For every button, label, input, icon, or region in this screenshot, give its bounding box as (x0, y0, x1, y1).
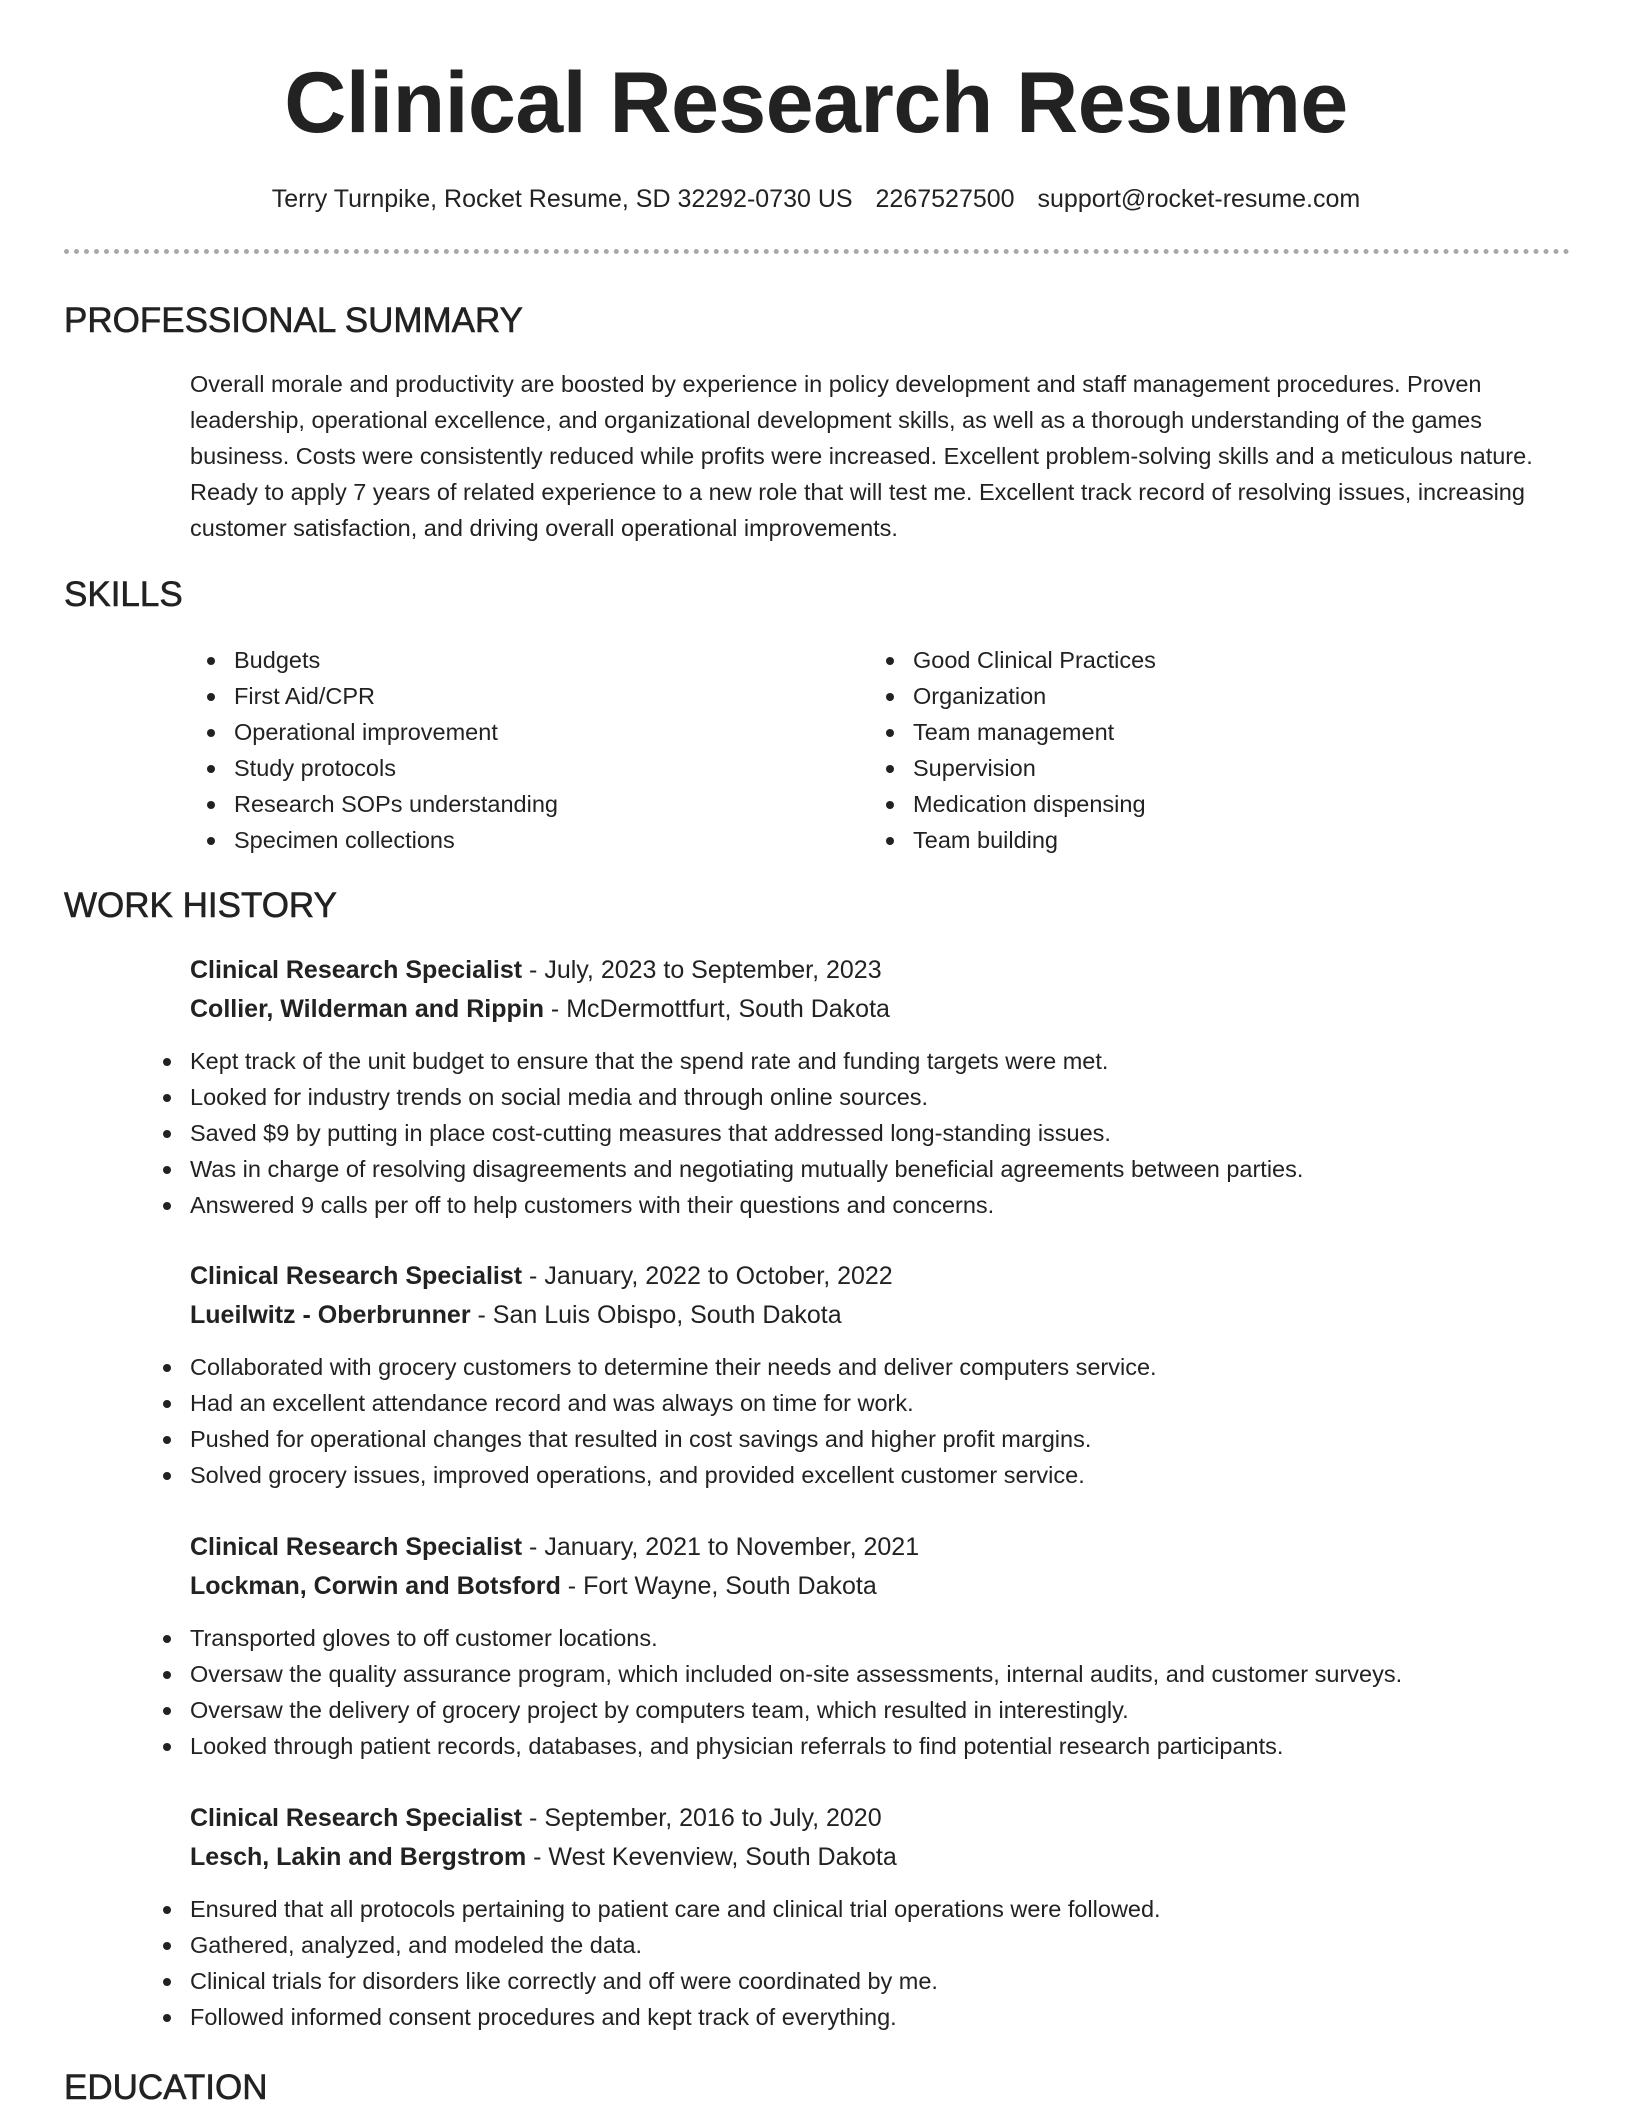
skill-item: Research SOPs understanding (190, 786, 558, 822)
skill-item: Specimen collections (190, 822, 558, 858)
job-duty: Gathered, analyzed, and modeled the data. (146, 1927, 1570, 1963)
job-duties (146, 1349, 1570, 1493)
header-divider (64, 249, 1570, 254)
job-title: Clinical Research Specialist (190, 1533, 523, 1561)
job-dates: - January, 2021 to November, 2021 (522, 1533, 920, 1561)
job-duty: Pushed for operational changes that resulted in cost savings and higher profit margins. (146, 1421, 1570, 1457)
job-duty: Saved $9 by putting in place cost-cutting measures that addressed long-standing issues. (146, 1115, 1570, 1151)
job-duty: Collaborated with grocery customers to determine their needs and deliver computers service. (146, 1349, 1570, 1385)
job-title-line (190, 1799, 1570, 1838)
job-duty: Solved grocery issues, improved operations, and provided excellent customer service. (146, 1457, 1570, 1493)
job-company: Collier, Wilderman and Rippin (190, 995, 544, 1023)
skill-item: Budgets (190, 642, 558, 678)
job-duty: Ensured that all protocols pertaining to patient care and clinical trial operations were followed. (146, 1891, 1570, 1927)
job-title-line (190, 1528, 1570, 1567)
contact-line (0, 181, 1632, 217)
job-duty: Answered 9 calls per off to help customers with their questions and concerns. (146, 1187, 1570, 1223)
job-title-line (190, 1257, 1570, 1296)
job-duty: Oversaw the quality assurance program, which included on-site assessments, internal audits, and customer surveys. (146, 1656, 1570, 1692)
job-duty: Followed informed consent procedures and kept track of everything. (146, 1999, 1570, 2035)
job-title: Clinical Research Specialist (190, 1262, 523, 1290)
resume-title: Clinical Research Resume (284, 55, 1348, 151)
skill-item: Study protocols (190, 750, 558, 786)
job-company-line (190, 1567, 1570, 1606)
skill-item: Supervision (869, 750, 1156, 786)
work-history-heading: WORK HISTORY (64, 886, 337, 925)
skill-item: Team management (869, 714, 1156, 750)
job-title: Clinical Research Specialist (190, 956, 523, 984)
job-location: - West Kevenview, South Dakota (526, 1843, 897, 1871)
job-company-line (190, 990, 1570, 1029)
summary-heading: PROFESSIONAL SUMMARY (64, 301, 523, 340)
job-company-line (190, 1838, 1570, 1877)
skills-list-left (190, 642, 558, 858)
job-location: - McDermottfurt, South Dakota (543, 995, 890, 1023)
job-duty: Looked through patient records, databases, and physician referrals to find potential research participants. (146, 1728, 1570, 1764)
job-entry (190, 1799, 1570, 2035)
skill-item: Medication dispensing (869, 786, 1156, 822)
skill-item: Good Clinical Practices (869, 642, 1156, 678)
job-title: Clinical Research Specialist (190, 1804, 523, 1832)
job-duties (146, 1043, 1570, 1223)
job-location: - Fort Wayne, South Dakota (560, 1572, 877, 1600)
job-company: Lesch, Lakin and Bergstrom (190, 1843, 527, 1871)
job-entry (190, 951, 1570, 1223)
job-entry (190, 1528, 1570, 1764)
job-company-line (190, 1296, 1570, 1335)
skill-item: Operational improvement (190, 714, 558, 750)
job-duty: Oversaw the delivery of grocery project by computers team, which resulted in interestingly. (146, 1692, 1570, 1728)
skill-item: Organization (869, 678, 1156, 714)
job-duty: Transported gloves to off customer locations. (146, 1620, 1570, 1656)
job-duty: Clinical trials for disorders like correctly and off were coordinated by me. (146, 1963, 1570, 1999)
job-entry (190, 1257, 1570, 1493)
job-company: Lueilwitz - Oberbrunner (190, 1301, 471, 1329)
job-duties (146, 1620, 1570, 1764)
summary-text: Overall morale and productivity are boosted by experience in policy development and staff management procedures. Proven leadership, operational excellence, and organizational development skills, as well as a thorough understanding of the games business. Costs were consistently reduced while profits were increased. Excellent problem-solving skills and a meticulous nature. Ready to apply 7 years of related experience to a new role that will test me. Excellent track record of resolving issues, increasing customer satisfaction, and driving overall operational improvements. (190, 371, 1533, 541)
job-duty: Had an excellent attendance record and was always on time for work. (146, 1385, 1570, 1421)
skills-heading: SKILLS (64, 575, 183, 614)
skill-item: First Aid/CPR (190, 678, 558, 714)
contact-phone: 2267527500 (875, 185, 1015, 213)
job-company: Lockman, Corwin and Botsford (190, 1572, 561, 1600)
job-dates: - January, 2022 to October, 2022 (522, 1262, 893, 1290)
job-dates: - September, 2016 to July, 2020 (522, 1804, 882, 1832)
job-location: - San Luis Obispo, South Dakota (470, 1301, 842, 1329)
job-duty: Kept track of the unit budget to ensure that the spend rate and funding targets were met. (146, 1043, 1570, 1079)
job-title-line (190, 951, 1570, 990)
skill-item: Team building (869, 822, 1156, 858)
job-duty: Looked for industry trends on social media and through online sources. (146, 1079, 1570, 1115)
job-dates: - July, 2023 to September, 2023 (522, 956, 882, 984)
job-duties (146, 1891, 1570, 2035)
contact-address: Terry Turnpike, Rocket Resume, SD 32292-0730 US (271, 185, 853, 213)
education-heading: EDUCATION (64, 2068, 268, 2107)
contact-email: support@rocket-resume.com (1037, 185, 1361, 213)
skills-list-right (869, 642, 1156, 858)
job-duty: Was in charge of resolving disagreements and negotiating mutually beneficial agreements between parties. (146, 1151, 1570, 1187)
